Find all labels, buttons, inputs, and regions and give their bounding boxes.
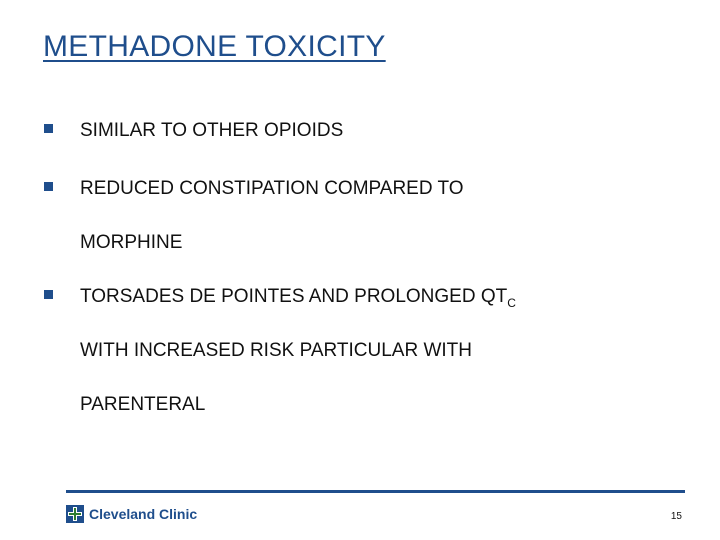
bullet-text: REDUCED CONSTIPATION COMPARED TO <box>80 178 464 199</box>
bullet-square-icon <box>44 182 53 191</box>
slide-title: METHADONE TOXICITY <box>43 30 386 63</box>
footer-divider <box>66 490 685 493</box>
cleveland-clinic-logo <box>66 504 197 524</box>
bullet-text-continued: WITH INCREASED RISK PARTICULAR WITH <box>80 340 472 361</box>
logo-text: Cleveland Clinic <box>89 506 198 522</box>
bullet-square-icon <box>44 290 53 299</box>
cleveland-clinic-mark-icon <box>66 505 84 523</box>
bullet-square-icon <box>44 124 53 133</box>
bullet-text-continued: PARENTERAL <box>80 394 206 415</box>
bullet-text: SIMILAR TO OTHER OPIOIDS <box>80 120 344 141</box>
bullet-text-continued: MORPHINE <box>80 232 183 253</box>
bullet-text-main: TORSADES DE POINTES AND PROLONGED QT <box>80 286 508 307</box>
subscript-text: C <box>507 296 516 310</box>
bullet-text <box>80 270 516 324</box>
page-number: 15 <box>670 511 682 522</box>
